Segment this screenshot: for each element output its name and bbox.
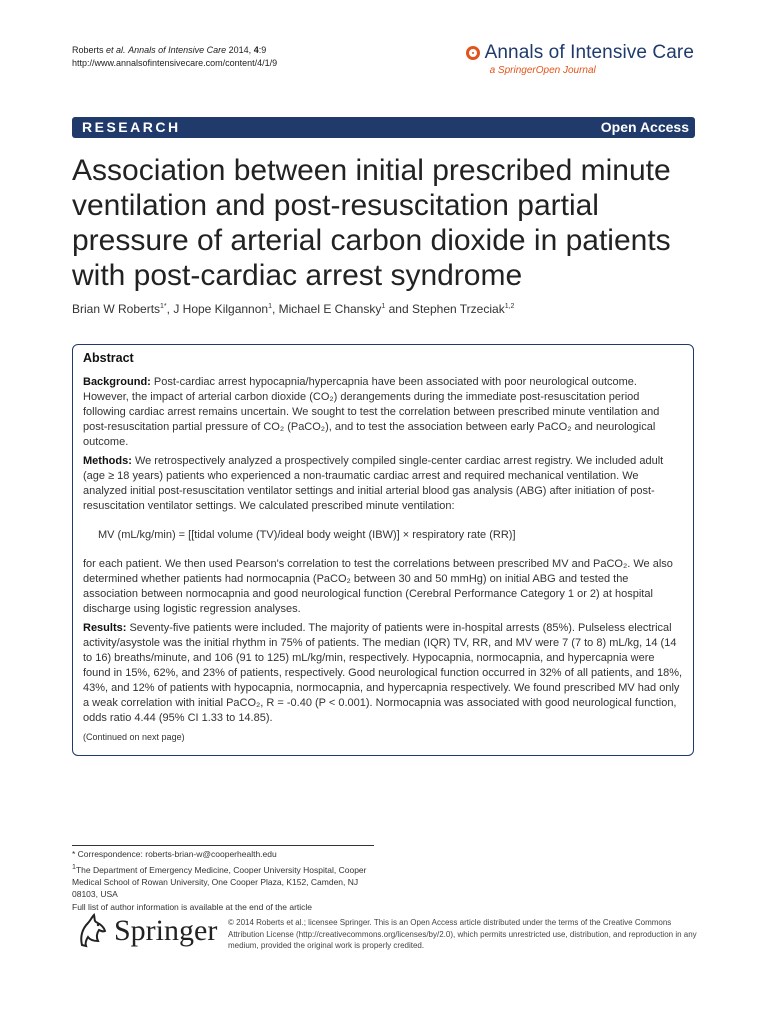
abstract-results: Results: Seventy-five patients were included. The majority of patients were in-hospital arrests (85%). Pulseless electrical activity/asystole was the initial rhythm in 75% of patients. The median (IQR) TV, RR, and MV were 7 (7 to 8) mL/kg, 14 (14 to 16) breaths/minute, and 106 (91 to 125) mL/kg/min, respectively. Hypocapnia, normocapnia, and hypercapnia were found in 15%, 62%, and 23% of patients, respectively. Good neurological function occurred in 32% of all patients, and 18%, 43%, and 12% of patients with hypocapnia, normocapnia, and hypercapnia respectively. We found prescribed MV had only a weak correlation with initial PaCO₂, R = -0.40 (P < 0.001). Normocapnia was associated with good neurological function, odds ratio 4.44 (95% CI 1.33 to 14.85). (83, 622, 683, 724)
springer-logo (74, 913, 217, 949)
journal-logo-icon (466, 46, 480, 60)
article-title: Association between initial prescribed minute ventilation and post-resuscitation partial pressure of arterial carbon dioxide in patients with post-cardiac arrest syndrome (72, 154, 671, 292)
springer-wordmark: Springer (114, 914, 218, 947)
abstract-methods-continued: for each patient. We then used Pearson's correlation to test the correlations between prescribed MV and PaCO₂. We also determined whether patients had normocapnia (PaCO₂ between 30 and 50 mmHg) on initial ABG and tested the association between normocapnia and good neurological function (Cerebral Performance Category 1 or 2) at hospital discharge using logistic regression analyses. (83, 558, 673, 615)
abstract-methods: Methods: We retrospectively analyzed a prospectively compiled single-center cardiac arrest registry. We included adult (age ≥ 18 years) patients who experienced a non-traumatic cardiac arrest and required mechanical ventilation. We analyzed initial post-resuscitation ventilator settings and initial arterial blood gas analysis (ABG) after initiation of post-resuscitation ventilator settings. We calculated prescribed minute ventilation: (83, 455, 664, 512)
author-name: Michael E Chansky (278, 302, 382, 316)
license-text: © 2014 Roberts et al.; licensee Springer. This is an Open Access article distributed under the terms of the Creative Commons Attribution License (http://creativecommons.org/licenses/by/2.0), which permits unrestricted use, distribution, and reproduction in any medium, provided the original work is properly credited. (228, 918, 697, 950)
footnote-divider (72, 845, 374, 846)
open-access-label: Open Access (600, 119, 689, 135)
abstract-background: Background: Post-cardiac arrest hypocapnia/hypercapnia have been associated with poor neurological outcome. However, the impact of arterial carbon dioxide (CO₂) derangements during the immediate post-resuscitation period following cardiac arrest remains uncertain. We sought to test the correlation between prescribed minute ventilation and post-resuscitation partial pressure of CO₂ (PaCO₂), and to test the association between early PaCO₂ and neurological outcome. (83, 376, 660, 448)
abstract-heading: Abstract (83, 351, 134, 365)
article-type-banner (72, 117, 695, 138)
journal-logo (466, 42, 694, 76)
citation-url[interactable]: http://www.annalsofintensivecare.com/content/4/1/9 (72, 58, 278, 68)
citation-block (72, 44, 277, 70)
more-info: Full list of author information is available at the end of the article (72, 901, 313, 912)
affiliation: $^1$The Department of Emergency Medicine, Cooper University Hospital, Cooper Medical School of Rowan University, One Cooper Plaza, K152, Camden, NJ 08103, USA (72, 862, 367, 900)
citation-line: Roberts et al. Annals of Intensive Care 2014, 4:9 (72, 45, 267, 55)
article-type: RESEARCH (82, 119, 181, 135)
abstract-box (72, 344, 694, 756)
journal-subtitle: a SpringerOpen Journal (489, 65, 596, 76)
footnotes (72, 848, 372, 913)
mv-equation: MV (mL/kg/min) = [[tidal volume (TV)/ideal body weight (IBW)] × respiratory rate (RR)] (98, 529, 516, 541)
author-name: Stephen Trzeciak (411, 302, 505, 316)
author-name: J Hope Kilgannon (173, 302, 269, 316)
journal-name: Annals of Intensive Care (484, 42, 694, 63)
author-list: Brian W Roberts$^{1*}$, J Hope Kilgannon$^1$, Michael E Chansky$^1$ and Stephen Trzeciak$^{1,2}$ (72, 302, 515, 316)
springer-horse-icon (74, 913, 108, 949)
correspondence: * Correspondence: roberts-brian-w@cooperhealth.edu (72, 849, 277, 859)
author-name: Brian W Roberts (72, 302, 161, 316)
continued-note: (Continued on next page) (83, 732, 185, 742)
